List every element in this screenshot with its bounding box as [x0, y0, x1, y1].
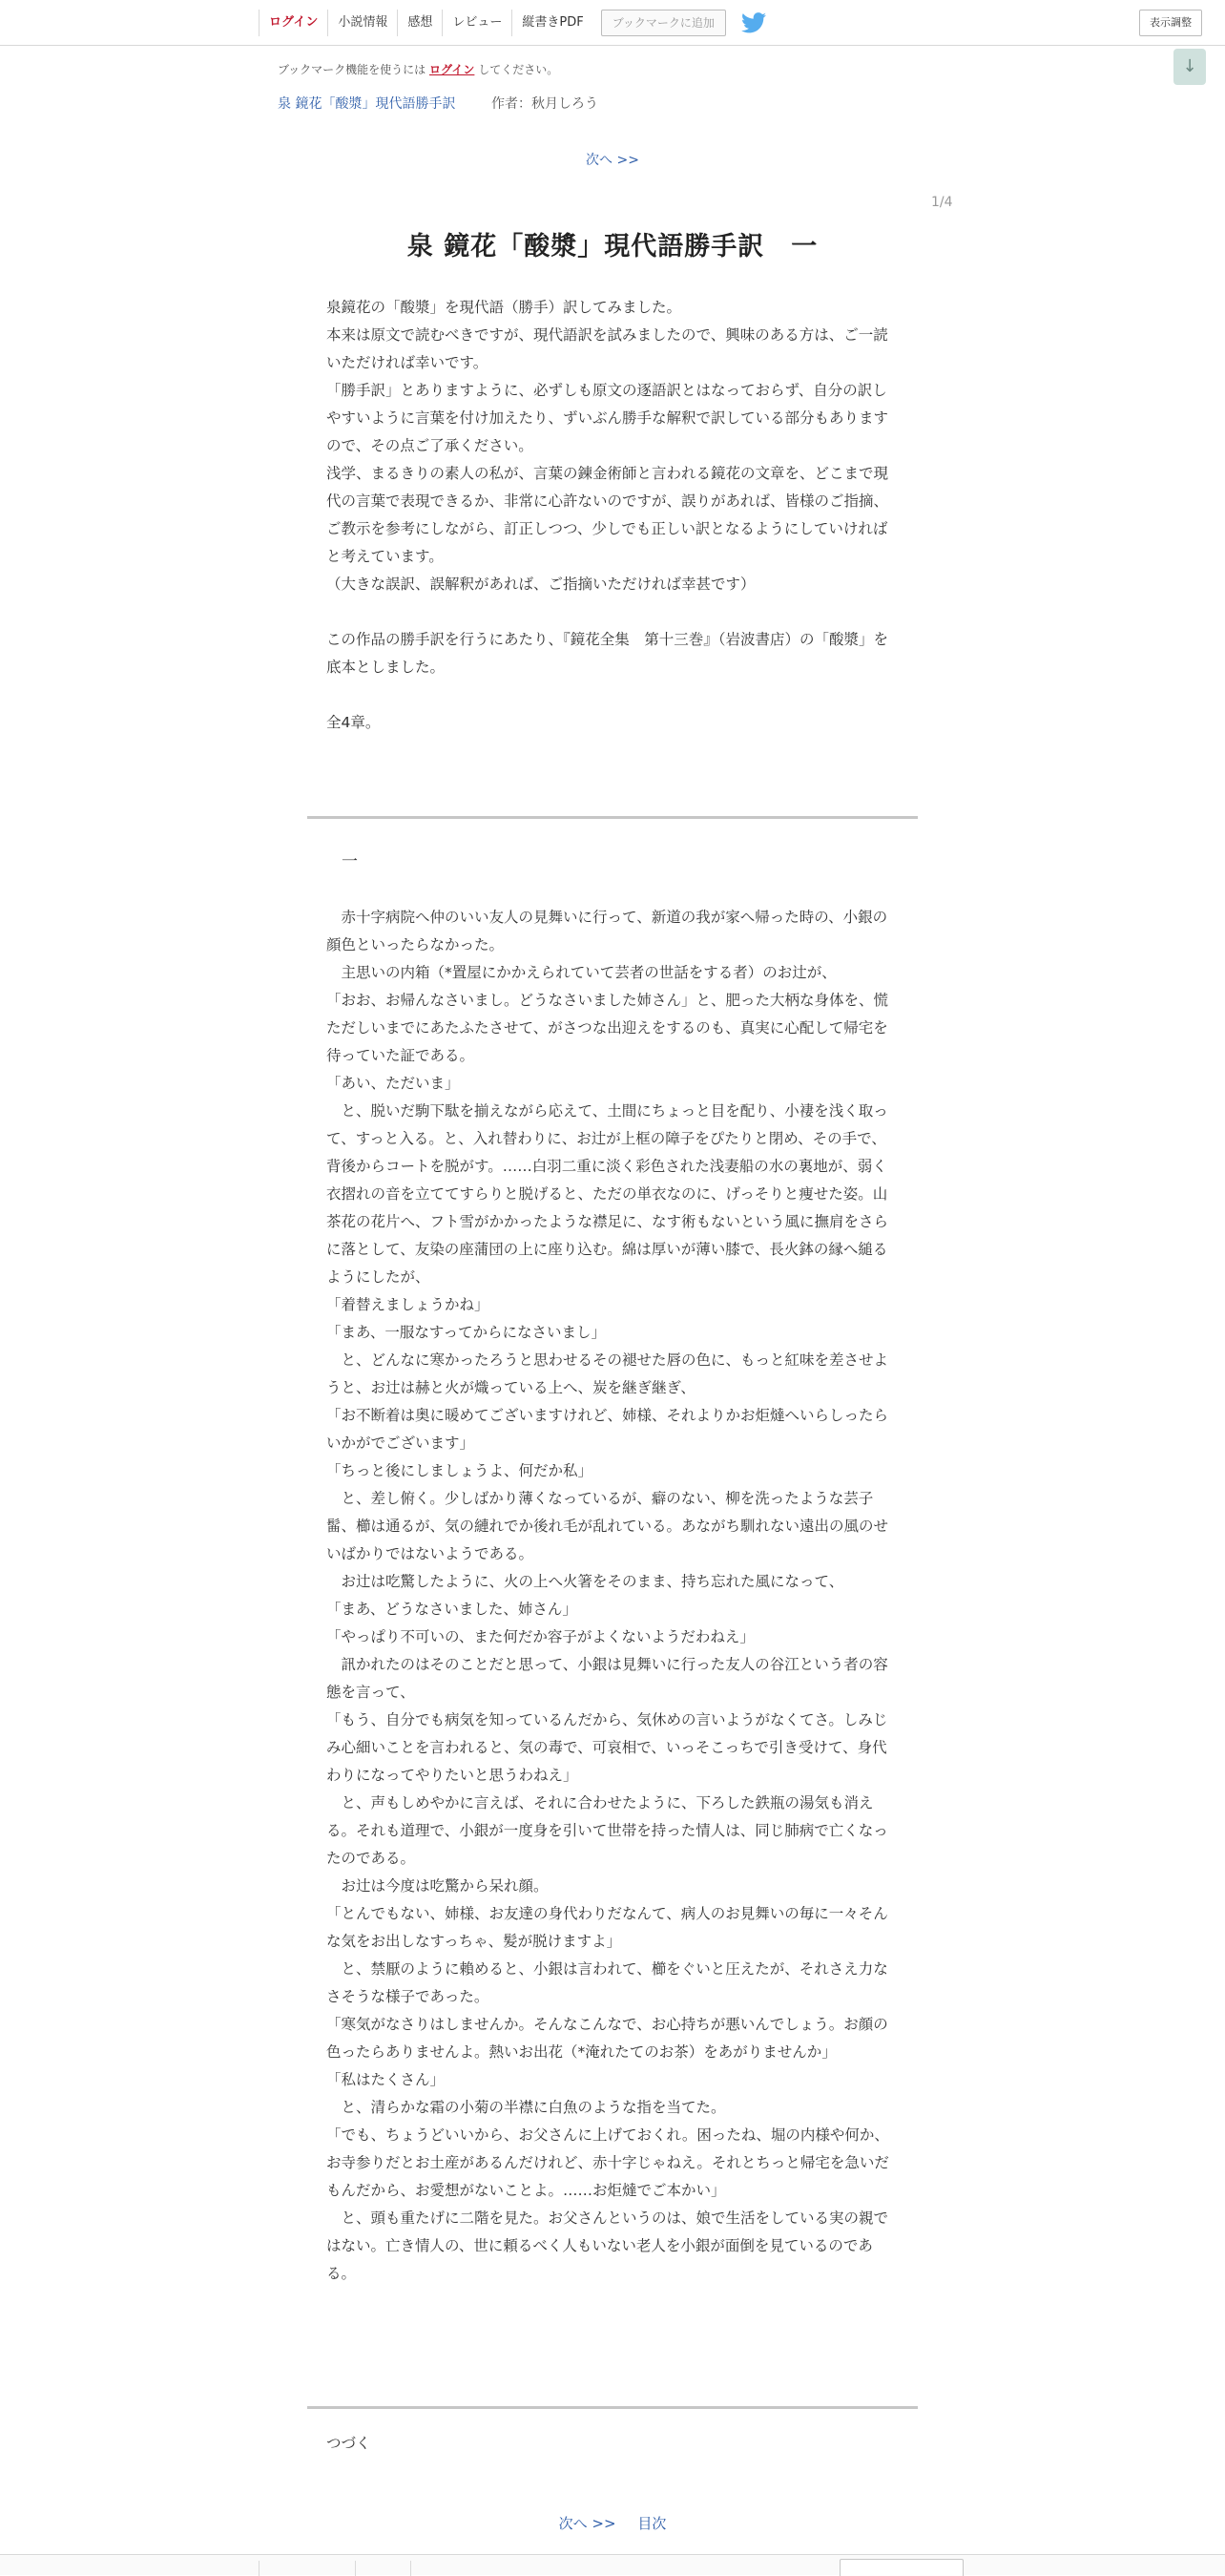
- page-count: 1/4: [931, 195, 953, 210]
- bookmark-notice-before: ブックマーク機能を使うには: [278, 63, 429, 76]
- preface-paragraph: （大きな誤訳、誤解釈があれば、ご指摘いただければ幸甚です）: [326, 576, 756, 593]
- body-paragraph: 赤十字病院へ仲のいい友人の見舞いに行って、新道の我が家へ帰った時の、小銀の顔色といったらなかった。: [326, 909, 888, 953]
- bookmark-notice-after: してください。: [474, 63, 559, 76]
- preface-paragraph: 「勝手訳」とありますように、必ずしも原文の逐語訳とはなっておらず、自分の訳しやすいように言葉を付け加えたり、ずいぶん勝手な解釈で訳している部分もありますので、その点ご了承ください。: [326, 382, 889, 454]
- pager-top: [0, 150, 1225, 169]
- nav-review-link[interactable]: レビュー: [442, 10, 511, 36]
- preface-paragraph: 全4章。: [326, 714, 381, 731]
- preface-paragraph: 本来は原文で読むべきですが、現代語訳を試みましたので、興味のある方は、ご一読いただければ幸いです。: [326, 326, 888, 371]
- body-paragraph: 「とんでもない、姉様、お友達の身代わりだなんて、病人のお見舞いの毎に一々そんな気をお出しなすっちゃ、髪が脱けますよ」: [326, 1905, 888, 1950]
- body-paragraph: と、清らかな霜の小菊の半襟に白魚のような指を当てた。: [341, 2099, 726, 2116]
- section-divider: [307, 816, 918, 819]
- body-paragraph: と、声もしめやかに言えば、それに合わせたように、下ろした鉄瓶の湯気も消える。それも道理で、小銀が一度身を引いて世帯を持った情人は、同じ肺病で亡くなったのである。: [326, 1794, 888, 1867]
- body-paragraph: 「寒気がなさりはしませんか。そんなこんなで、お心持ちが悪いんでしょう。お顔の色ったらありませんよ。熱いお出花（*淹れたてのお茶）をあがりませんか」: [326, 2016, 888, 2061]
- body-paragraph: 「ちっと後にしましょうよ、何だか私」: [326, 1462, 593, 1479]
- body-paragraph: 訊かれたのはそのことだと思って、小銀は見舞いに行った友人の谷江という者の容態を言って、: [326, 1656, 888, 1701]
- bottom-nav-divider: [410, 2561, 411, 2576]
- bookmark-notice: [278, 61, 558, 77]
- body-paragraph: 「おお、お帰んなさいまし。どうなさいました姉さん」と、肥った大柄な身体を、慌ただしいまでにあたふたさせて、がさつな出迎えをするのも、真実に心配して帰宅を待っていた証である。: [326, 992, 889, 1064]
- chapter-title: 泉 鏡花「酸漿」現代語勝手訳 一: [406, 232, 819, 262]
- display-settings-button[interactable]: 表示調整: [1139, 10, 1202, 36]
- body-paragraph: と、脱いだ駒下駄を揃えながら応えて、土間にちょっと目を配り、小褄を浅く取って、すっと入る。と、入れ替わりに、お辻が上框の障子をぴたりと閉め、その手で、背後からコートを脱がす。……白羽二重に淡く彩色された浅妻船の水の裏地が、弱く衣摺れの音を立ててすらりと脱げると、ただの単衣なのに、げっそりと痩せた姿。山茶花の花片へ、フト雪がかかったような襟足に、なす術もないという風に撫肩をさらに落として、友染の座蒲団の上に座り込む。綿は厚いが薄い膝で、長火鉢の縁へ縋るようにしたが、: [326, 1102, 889, 1286]
- preface-paragraph: 泉鏡花の「酸漿」を現代語（勝手）訳してみました。: [326, 299, 682, 316]
- body-paragraph: 「やっぱり不可いの、また何だか容子がよくないようだわねえ」: [326, 1628, 755, 1645]
- body-paragraph: 主思いの内箱（*置屋にかかえられていて芸者の世話をする者）のお辻が、: [341, 964, 837, 981]
- body-paragraph: 「お不断着は奥に暖めてございますけれど、姉様、それよりかお炬燵へいらしったらいかがでございます」: [326, 1407, 889, 1452]
- bookmark-notice-login-link[interactable]: ログイン: [428, 63, 475, 76]
- table-of-contents-link[interactable]: 目次: [637, 2515, 667, 2532]
- section-divider: [307, 2406, 918, 2409]
- next-page-link-bottom[interactable]: 次へ >>: [558, 2515, 616, 2532]
- body-paragraph: 「着替えましょうかね」: [326, 1296, 489, 1313]
- novel-body-text: [326, 904, 899, 2288]
- bottom-nav-divider: [355, 2561, 356, 2576]
- bottom-nav-button[interactable]: [840, 2559, 964, 2576]
- body-paragraph: お辻は吃驚したように、火の上へ火箸をそのまま、持ち忘れた風になって、: [341, 1573, 844, 1590]
- preface-blank-line: [326, 681, 899, 709]
- scroll-down-button[interactable]: [1173, 49, 1206, 85]
- nav-login-link[interactable]: ログイン: [259, 10, 327, 36]
- twitter-bird-icon[interactable]: [741, 12, 766, 33]
- nav-vertical-pdf-link[interactable]: 縦書きPDF: [511, 10, 592, 36]
- bottom-nav-divider: [259, 2561, 260, 2576]
- preface-blank-line: [326, 598, 899, 626]
- down-arrow-icon: ↓: [1182, 56, 1197, 76]
- chapter-number: 一: [342, 852, 358, 871]
- next-page-link-top[interactable]: 次へ >>: [586, 153, 639, 168]
- pager-bottom: [0, 2513, 1225, 2533]
- body-paragraph: 「もう、自分でも病気を知っているんだから、気休めの言いようがなくてさ。しみじみ心細いことを言われると、気の毒で、可哀相で、いっそこっちで引き受けて、身代わりになってやりたいと思うわねえ」: [326, 1711, 888, 1784]
- body-paragraph: と、禁厭のように賴めると、小銀は言われて、櫛をぐいと圧えたが、それさえ力なさそうな様子であった。: [326, 1960, 888, 2005]
- bottom-nav-bar: [0, 2554, 1225, 2575]
- work-title-link[interactable]: 泉 鏡花「酸漿」現代語勝手訳: [278, 96, 456, 112]
- preface-text: [326, 294, 899, 737]
- preface-paragraph: この作品の勝手訳を行うにあたり、『鏡花全集 第十三巻』（岩波書店）の「酸漿」を底本としました。: [326, 631, 889, 676]
- nav-impressions-link[interactable]: 感想: [397, 10, 442, 36]
- preface-paragraph: 浅学、まるきりの素人の私が、言葉の錬金術師と言われる鏡花の文章を、どこまで現代の言葉で表現できるか、非常に心許ないのですが、誤りがあれば、皆様のご指摘、ご教示を参考にしながら、訂正しつつ、少しでも正しい訳となるようにしていければと考えています。: [326, 465, 889, 565]
- body-paragraph: 「まあ、一服なすってからになさいまし」: [326, 1324, 606, 1341]
- to-be-continued-text: つづく: [326, 2435, 371, 2452]
- body-paragraph: と、差し俯く。少しばかり薄くなっているが、癖のない、柳を洗ったような芸子髷、櫛は通るが、気の縺れでか後れ毛が乱れている。あながち馴れない遠出の風のせいばかりではないようである。: [326, 1490, 889, 1562]
- nav-links: [259, 10, 766, 36]
- add-bookmark-button[interactable]: ブックマークに追加: [601, 10, 726, 36]
- author-name: 作者：秋月しろう: [491, 96, 598, 112]
- body-paragraph: 「あい、ただいま」: [326, 1075, 460, 1092]
- nav-novel-info-link[interactable]: 小説情報: [327, 10, 397, 36]
- body-paragraph: 「でも、ちょうどいいから、お父さんに上げておくれ。困ったね、堀の内様や何か、お寺参りだとお土産があるんだけれど、赤十字じゃねえ。それとちっと帰宅を急いだもんだから、お愛想がないことよ。……お炬燵でご本かい」: [326, 2126, 889, 2199]
- body-paragraph: 「まあ、どうなさいました、姉さん」: [326, 1601, 577, 1618]
- body-paragraph: と、どんなに寒かったろうと思わせるその褪せた唇の色に、もっと紅味を差させようと、お辻は赫と火が熾っている上へ、炭を継ぎ継ぎ、: [326, 1351, 889, 1396]
- body-paragraph: 「私はたくさん」: [326, 2071, 446, 2088]
- top-nav-bar: [0, 0, 1225, 46]
- body-paragraph: と、頭も重たげに二階を見た。お父さんというのは、娘で生活をしている実の親ではない。亡き情人の、世に頼るべく人もいない老人を小銀が面倒を見ているのである。: [326, 2209, 889, 2282]
- body-paragraph: お辻は今度は吃驚から呆れ顔。: [341, 1877, 549, 1895]
